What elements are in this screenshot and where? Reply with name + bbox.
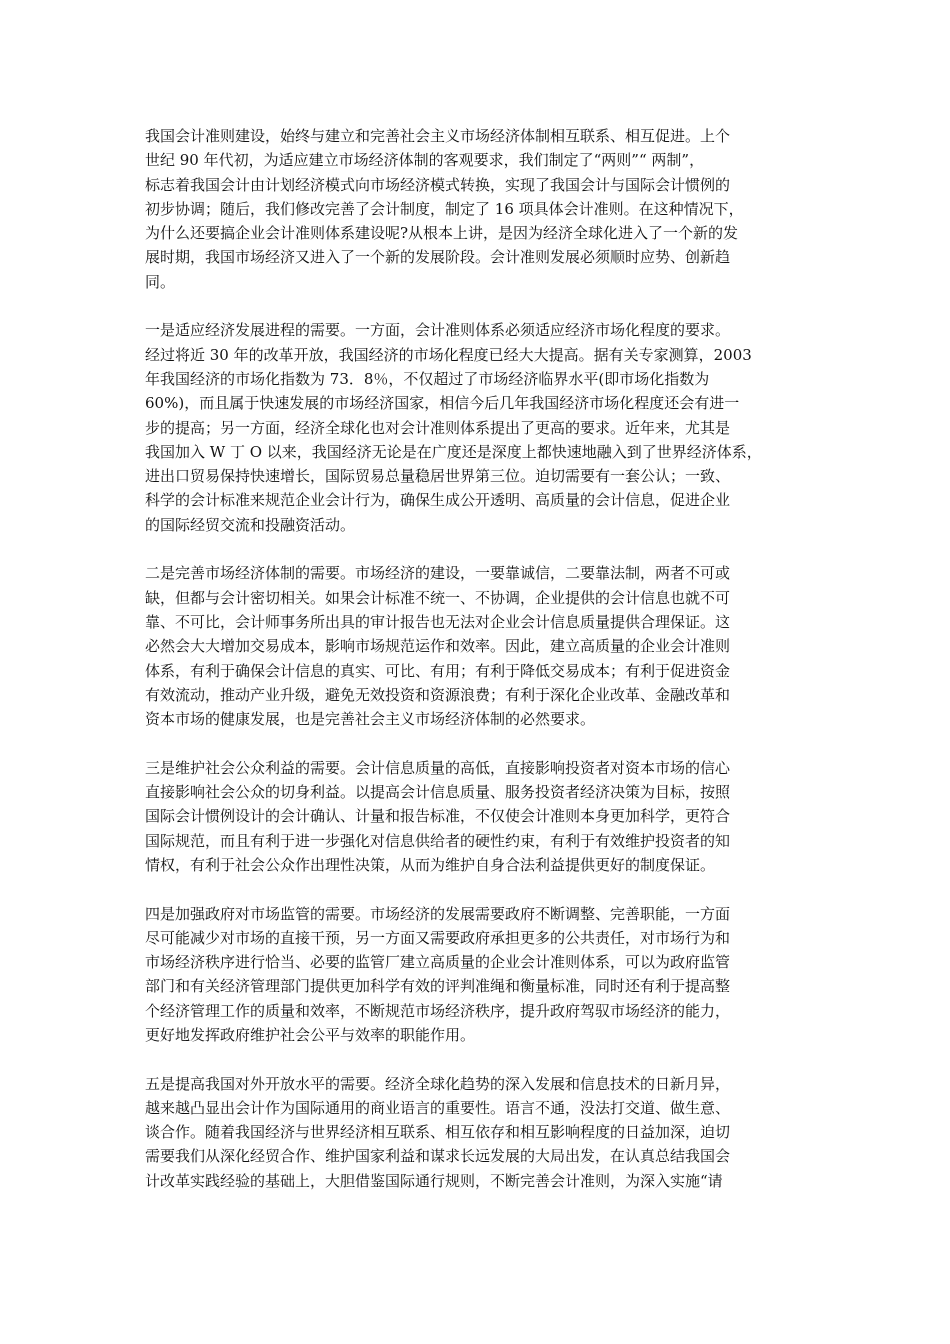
- text-line: 进出口贸易保持快速增长，国际贸易总量稳居世界第三位。迫切需要有一套公认；一致、: [145, 467, 731, 486]
- text-line: 世纪 90 年代初，为适应建立市场经济体制的客观要求，我们制定了“两则”“ 两制”，: [145, 151, 705, 170]
- text-line: 我国会计准则建设，始终与建立和完善社会主义市场经济体制相互联系、相互促进。上个: [145, 127, 731, 145]
- text-line: 靠、不可比，会计师事务所出具的审计报告也无法对企业会计信息质量提供合理保证。这: [145, 612, 731, 631]
- paragraph-point-three: [145, 756, 817, 877]
- text-line: 初步协调；随后，我们修改完善了会计制度，制定了 16 项具体会计准则。在这种情况下，: [145, 199, 744, 218]
- text-line: 越来越凸显出会计作为国际通用的商业语言的重要性。语言不通，没法打交道、做生意、: [145, 1098, 731, 1117]
- paragraph-point-five: [145, 1072, 817, 1193]
- text-line: 个经济管理工作的质量和效率，不断规范市场经济秩序，提升政府驾驭市场经济的能力，: [145, 1001, 731, 1020]
- text-line: 资本市场的健康发展，也是完善社会主义市场经济体制的必然要求。: [145, 710, 596, 729]
- document-body: [145, 124, 817, 1217]
- text-line: 的国际经贸交流和投融资活动。: [145, 515, 356, 534]
- text-line: 尽可能减少对市场的直接干预，另一方面又需要政府承担更多的公共责任，对市场行为和: [145, 928, 731, 947]
- text-line: 步的提高；另一方面，经济全球化也对会计准则体系提出了更高的要求。近年来，尤其是: [145, 418, 731, 437]
- paragraph-point-one: [145, 318, 817, 537]
- text-line: 四是加强政府对市场监管的需要。市场经济的发展需要政府不断调整、完善职能，一方面: [145, 904, 731, 923]
- text-line: 60%)，而且属于快速发展的市场经济国家，相信今后几年我国经济市场化程度还会有进一: [145, 394, 740, 413]
- text-line: 计改革实践经验的基础上，大胆借鉴国际通行规则，不断完善会计准则，为深入实施“请: [145, 1171, 723, 1190]
- text-line: 有效流动，推动产业升级，避免无效投资和资源浪费；有利于深化企业改革、金融改革和: [145, 685, 731, 704]
- text-line: 一是适应经济发展进程的需要。一方面，会计准则体系必须适应经济市场化程度的要求。: [145, 321, 731, 340]
- text-line: 经过将近 30 年的改革开放，我国经济的市场化程度已经大大提高。据有关专家测算，2003: [145, 345, 752, 364]
- text-line: 三是维护社会公众利益的需要。会计信息质量的高低，直接影响投资者对资本市场的信心: [145, 758, 731, 777]
- text-line: 国际会计惯例设计的会计确认、计量和报告标准，不仅使会计准则本身更加科学，更符合: [145, 807, 731, 826]
- text-line: 市场经济秩序进行恰当、必要的监管厂建立高质量的企业会计准则体系，可以为政府监管: [145, 953, 731, 972]
- text-line: 科学的会计标准来规范企业会计行为，确保生成公开透明、高质量的会计信息，促进企业: [145, 491, 731, 510]
- text-line: 年我国经济的市场化指数为 73．8％，不仅超过了市场经济临界水平(即市场化指数为: [145, 369, 710, 388]
- text-line: 部门和有关经济管理部门提供更加科学有效的评判准绳和衡量标准，同时还有利于提高整: [145, 977, 731, 996]
- text-line: 直接影响社会公众的切身利益。以提高会计信息质量、服务投资者经济决策为目标，按照: [145, 783, 731, 802]
- text-line: 体系，有利于确保会计信息的真实、可比、有用；有利于降低交易成本；有利于促进资金: [145, 661, 731, 680]
- text-line: 展时期，我国市场经济又进入了一个新的发展阶段。会计准则发展必须顺时应势、创新趋: [145, 248, 731, 267]
- paragraph-intro: [145, 124, 817, 294]
- text-line: 国际规范，而且有利于进一步强化对信息供给者的硬性约束，有利于有效维护投资者的知: [145, 831, 731, 850]
- text-line: 缺，但都与会计密切相关。如果会计标准不统一、不协调，企业提供的会计信息也就不可: [145, 588, 731, 607]
- paragraph-point-four: [145, 902, 817, 1048]
- text-line: 需要我们从深化经贸合作、维护国家利益和谋求长远发展的大局出发，在认真总结我国会: [145, 1147, 731, 1166]
- text-line: 标志着我国会计由计划经济模式向市场经济模式转换，实现了我国会计与国际会计惯例的: [145, 175, 731, 194]
- paragraph-point-two: [145, 561, 817, 731]
- text-line: 更好地发挥政府维护社会公平与效率的职能作用。: [145, 1025, 476, 1044]
- text-line: 必然会大大增加交易成本，影响市场规范运作和效率。因此，建立高质量的企业会计准则: [145, 637, 731, 656]
- text-line: 同。: [145, 272, 176, 291]
- text-line: 五是提高我国对外开放水平的需要。经济全球化趋势的深入发展和信息技术的日新月异，: [145, 1074, 731, 1093]
- text-line: 谈合作。随着我国经济与世界经济相互联系、相互依存和相互影响程度的日益加深，迫切: [145, 1123, 731, 1142]
- text-line: 情权，有利于社会公众作出理性决策，从而为维护自身合法利益提供更好的制度保证。: [145, 855, 716, 874]
- text-line: 为什么还要搞企业会计准则体系建设呢?从根本上讲，是因为经济全球化进入了一个新的发: [145, 224, 739, 243]
- text-line: 二是完善市场经济体制的需要。市场经济的建设，一要靠诚信，二要靠法制，两者不可或: [145, 564, 731, 583]
- text-line: 我国加入 W 丁 O 以来，我国经济无论是在广度还是深度上都快速地融入到了世界经济体系，: [145, 442, 762, 461]
